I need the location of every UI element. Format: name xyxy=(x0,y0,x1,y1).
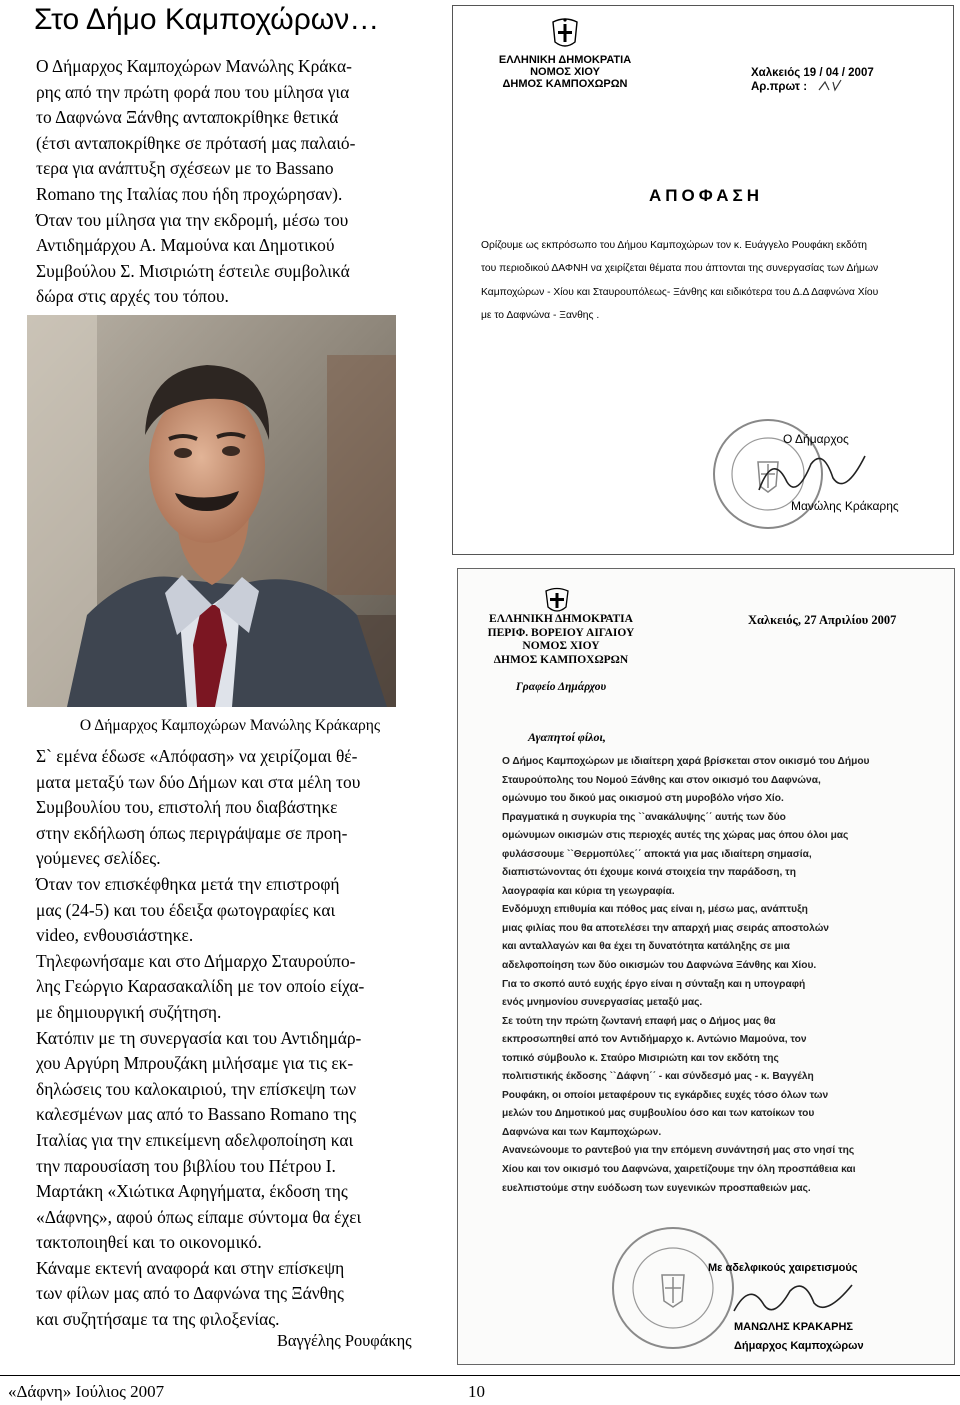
letter-body-line: Ανανεώνουμε το ραντεβού για την επόμενη συνάντησή μας στο νησί της xyxy=(502,1145,855,1157)
decision-body xyxy=(481,234,941,328)
letter-header-line: ΝΟΜΟΣ ΧΙΟΥ xyxy=(522,640,600,652)
photo-caption: Ο Δήμαρχος Καμποχώρων Μανώλης Κράκαρης xyxy=(79,717,381,734)
letter-body-line: Ενδόμυχη επιθυμία και πόθος μας είναι η, μέσω μας, ανάπτυξη xyxy=(502,904,808,916)
letter-header-line: ΔΗΜΟΣ ΚΑΜΠΟΧΩΡΩΝ xyxy=(493,653,629,666)
body-line: video, ενθουσιάστηκε. xyxy=(36,925,194,946)
handwritten-signature xyxy=(728,1277,858,1321)
body-line: τακτοποιηθεί και το οικονομικό. xyxy=(36,1232,262,1253)
body-line: με δημιουργική συζήτηση. xyxy=(36,1001,222,1022)
intro-paragraph xyxy=(36,54,430,310)
letter-body-line: Ρουφάκη, οι οποίοι μεταφέρουν τις εγκάρδιες ευχές τόσο όλων των xyxy=(502,1089,829,1101)
body-line: και συζητήσαμε τα της φιλοξενίας. xyxy=(36,1309,280,1330)
footer-publication: «Δάφνη» Ιούλιος 2007 xyxy=(8,1382,165,1401)
letter-body-line: Ο Δήμος Καμποχώρων με ιδιαίτερη χαρά βρίσκεται στον οικισμό του Δήμου xyxy=(502,756,870,767)
letter-header xyxy=(462,613,660,667)
letter-body-line: ομώνυμων οικισμών στις περιοχές αυτές της χώρας μας όπου όλοι μας xyxy=(502,830,849,842)
letter-body-line: ενός μνημονίου συνεργασίας μεταξύ μας. xyxy=(502,997,703,1009)
intro-line: Ο Δήμαρχος Καμποχώρων Μανώλης Κράκα- xyxy=(36,56,352,76)
letter-body-line: μιας φιλίας που θα αποτελέσει την απαρχή μιας σειράς αποστολών xyxy=(502,922,829,934)
body-line: την παρουσίαση του βιβλίου του Πέτρου Ι. xyxy=(36,1155,336,1176)
letter-signer-name: ΜΑΝΩΛΗΣ ΚΡΑΚΑΡΗΣ xyxy=(734,1321,853,1333)
mayor-photo xyxy=(27,315,396,707)
body-line: γούμενες σελίδες. xyxy=(36,848,161,869)
body-line: Ιταλίας για την επικείμενη αδελφοποίηση και xyxy=(36,1129,354,1150)
page-number: 10 xyxy=(468,1382,485,1401)
municipal-stamp-icon xyxy=(606,1221,741,1356)
decision-protocol: Αρ.πρωτ : xyxy=(751,81,808,93)
letter-body-line: Δαφνώνα και των Καμποχώρων. xyxy=(502,1126,662,1138)
decision-header xyxy=(475,54,655,90)
mayor-portrait-image xyxy=(27,315,396,707)
letter-body-line: φυλάσσουμε ``Θερμοπύλες΄΄ αποκτά για μας ιδιαίτερη σημασία, xyxy=(502,848,812,860)
body-line: Κάναμε εκτενή αναφορά και στην επίσκεψη xyxy=(36,1257,345,1278)
letter-body-line: μελών του Δημοτικού μας συμβουλίου όσο και των κατοίκων του xyxy=(502,1108,815,1120)
decision-header-line: ΔΗΜΟΣ ΚΑΜΠΟΧΩΡΩΝ xyxy=(502,78,628,90)
body-line: Τηλεφωνήσαμε και στο Δήμαρχο Σταυρούπο- xyxy=(36,950,356,971)
decision-body-line: με το Δαφνώνα - Ξανθης . xyxy=(481,310,600,322)
letter-closing: Με αδελφικούς χαιρετισμούς xyxy=(708,1262,858,1274)
letter-signer-title: Δήμαρχος Καμποχώρων xyxy=(734,1340,864,1352)
intro-line: Romano της Ιταλίας που ήδη προχώρησαν). xyxy=(36,183,343,204)
letter-body-line: Για το σκοπό αυτό ευχής έργο είναι η σύνταξη και η υπογραφή xyxy=(502,978,806,990)
body-line: χου Αργύρη Μπρουζάκη μιλήσαμε για τις εκ- xyxy=(36,1053,354,1074)
letter-body-line: αδελφοποίηση των δύο οικισμών του Δαφνώνα Ξάνθης και Χίου. xyxy=(502,960,817,972)
intro-line: Όταν του μίλησα για την εκδρομή, μέσω του xyxy=(36,209,349,230)
footer-divider xyxy=(0,1375,960,1376)
letter-body-line: πολιτιστικής έκδοσης ``Δάφνη΄΄ - και σύνδεσμό μας - κ. Βαγγέλη xyxy=(502,1071,814,1083)
body-line: ματα μεταξύ των δύο Δήμων και στα μέλη του xyxy=(36,771,361,792)
decision-header-line: ΕΛΛΗΝΙΚΗ ΔΗΜΟΚΡΑΤΙΑ xyxy=(498,54,632,66)
body-line: Σ` εμένα έδωσε «Απόφαση» να χειρίζομαι θέ- xyxy=(36,746,358,766)
letter-header-line: ΕΛΛΗΝΙΚΗ ΔΗΜΟΚΡΑΤΙΑ xyxy=(489,613,633,625)
article-author: Βαγγέλης Ρουφάκης xyxy=(277,1331,412,1350)
coat-of-arms-icon xyxy=(542,587,572,615)
intro-line: Αντιδημάρχου Α. Μαμούνα και Δημοτικού xyxy=(36,235,335,256)
decision-body-line: Καμποχώρων - Χίου και Σταυρουπόλεως- Ξάνθης και ειδικότερα του Δ.Δ Δαφνώνα Χίου xyxy=(481,286,879,298)
letter-body-line: διαπιστώνοντας ότι έχουμε κοινά στοιχεία την παράδοση, τη xyxy=(502,867,796,879)
letter-body-line: και ανταλλαγών και θα έχει τη δυνατότητα κατάληξης σε μια xyxy=(502,941,790,953)
letter-body-line: Σε τούτη την πρώτη ζωντανή επαφή μας ο Δήμος μας θα xyxy=(502,1015,776,1027)
intro-line: ρης από την πρώτη φορά που του μίλησα για xyxy=(36,81,350,102)
letter-body-line: ομώνυμο του δικού μας οικισμού στη μυροβόλο νήσο Χίο. xyxy=(502,793,784,805)
body-line: λης Γεώργιο Καρασακαλίδη με τον οποίο είχα- xyxy=(36,976,365,997)
letter-body-line: λαογραφία και κύρια τη γεωγραφία. xyxy=(502,885,675,897)
intro-line: (έτσι ανταποκρίθηκε σε πρότασή μας παλαιό- xyxy=(36,132,356,153)
body-line: δηλώσεις του καλοκαιριού, την επίσκεψη των xyxy=(36,1078,357,1099)
body-line: «Δάφνης», αφού όπως είπαμε σύντομα θα έχει xyxy=(36,1206,362,1227)
letter-body-line: Χίου και τον οικισμό του Δαφνώνα, χαιρετίζουμε την όλη προσπάθεια και xyxy=(502,1164,856,1176)
body-line: Κατόπιν με τη συνεργασία και του Αντιδημάρ- xyxy=(36,1027,362,1048)
decision-date: Χαλκειός 19 / 04 / 2007 xyxy=(751,67,874,79)
decision-header-line: ΝΟΜΟΣ ΧΙΟΥ xyxy=(530,66,600,78)
letter-body xyxy=(502,753,938,1198)
decision-body-line: του περιοδικού ΔΑΦΝΗ να χειρίζεται θέματα που άπτονται της συνεργασίας των Δήμων xyxy=(481,263,879,275)
page-title: Στο Δήμο Καμποχώρων… xyxy=(34,3,380,36)
handwritten-signature xyxy=(753,446,873,501)
body-line: Όταν τον επισκέφθηκα μετά την επιστροφή xyxy=(36,873,340,894)
coat-of-arms-icon xyxy=(549,16,581,50)
body-line: των φίλων μας από το Δαφνώνα της Ξάνθης xyxy=(36,1283,344,1304)
letter-document xyxy=(457,568,955,1365)
decision-body-line: Ορίζουμε ως εκπρόσωπο του Δήμου Καμποχώρων τον κ. Ευάγγελο Ρουφάκη εκδότη xyxy=(481,240,868,251)
decision-heading: ΑΠΟΦΑΣΗ xyxy=(649,186,764,205)
body-line: καλεσμένων μας από το Bassano Romano της xyxy=(36,1104,357,1125)
body-line: Συμβουλίου του, επιστολή που διαβάστηκε xyxy=(36,797,338,818)
intro-line: Συμβούλου Σ. Μισιριώτη έστειλε συμβολικά xyxy=(36,260,350,281)
body-line: μας (24-5) και του έδειξα φωτογραφίες και xyxy=(36,899,336,920)
letter-body-line: εκπροσωπηθεί από τον Αντιδήμαρχο κ. Αντώνιο Μαμούνα, τον xyxy=(502,1034,807,1046)
body-line: Μαρτάκη «Χιώτικα Αφηγήματα, έκδοση της xyxy=(36,1181,348,1202)
body-paragraph xyxy=(36,744,430,1333)
letter-header-line: ΠΕΡΙΦ. ΒΟΡΕΙΟΥ ΑΙΓΑΙΟΥ xyxy=(487,626,635,639)
letter-date: Χαλκειός, 27 Απριλίου 2007 xyxy=(748,613,897,627)
handwritten-protocol-mark xyxy=(817,78,847,94)
body-line: στην εκδήλωση όπως περιγράψαμε σε προη- xyxy=(36,822,348,843)
intro-line: τερα για ανάπτυξη σχέσεων με το Bassano xyxy=(36,158,334,179)
letter-office: Γραφείο Δημάρχου xyxy=(515,681,607,693)
decision-signer-title: Ο Δήμαρχος xyxy=(783,432,849,446)
letter-body-line: Σταυρούπολης του Νομού Ξάνθης και στον οικισμό του Δαφνώνα, xyxy=(502,774,821,786)
intro-line: το Δαφνώνα Ξάνθης ανταποκρίθηκε θετικά xyxy=(36,107,339,128)
letter-greeting: Αγαπητοί φίλοι, xyxy=(528,730,606,744)
letter-body-line: ευελπιστούμε στην ευόδωση των ευγενικών προσπαθειών μας. xyxy=(502,1182,811,1194)
letter-body-line: Πραγματικά η συγκυρία της ``ανακάλυψης΄΄ αυτής των δύο xyxy=(502,811,786,823)
decision-signer-name: Μανώλης Κράκαρης xyxy=(791,499,899,513)
letter-body-line: τοπικό σύμβουλο κ. Σταύρο Μισιριώτη και τον εκδότη της xyxy=(502,1052,779,1064)
intro-line: δώρα στις αρχές του τόπου. xyxy=(36,286,229,307)
decision-document xyxy=(452,5,954,555)
